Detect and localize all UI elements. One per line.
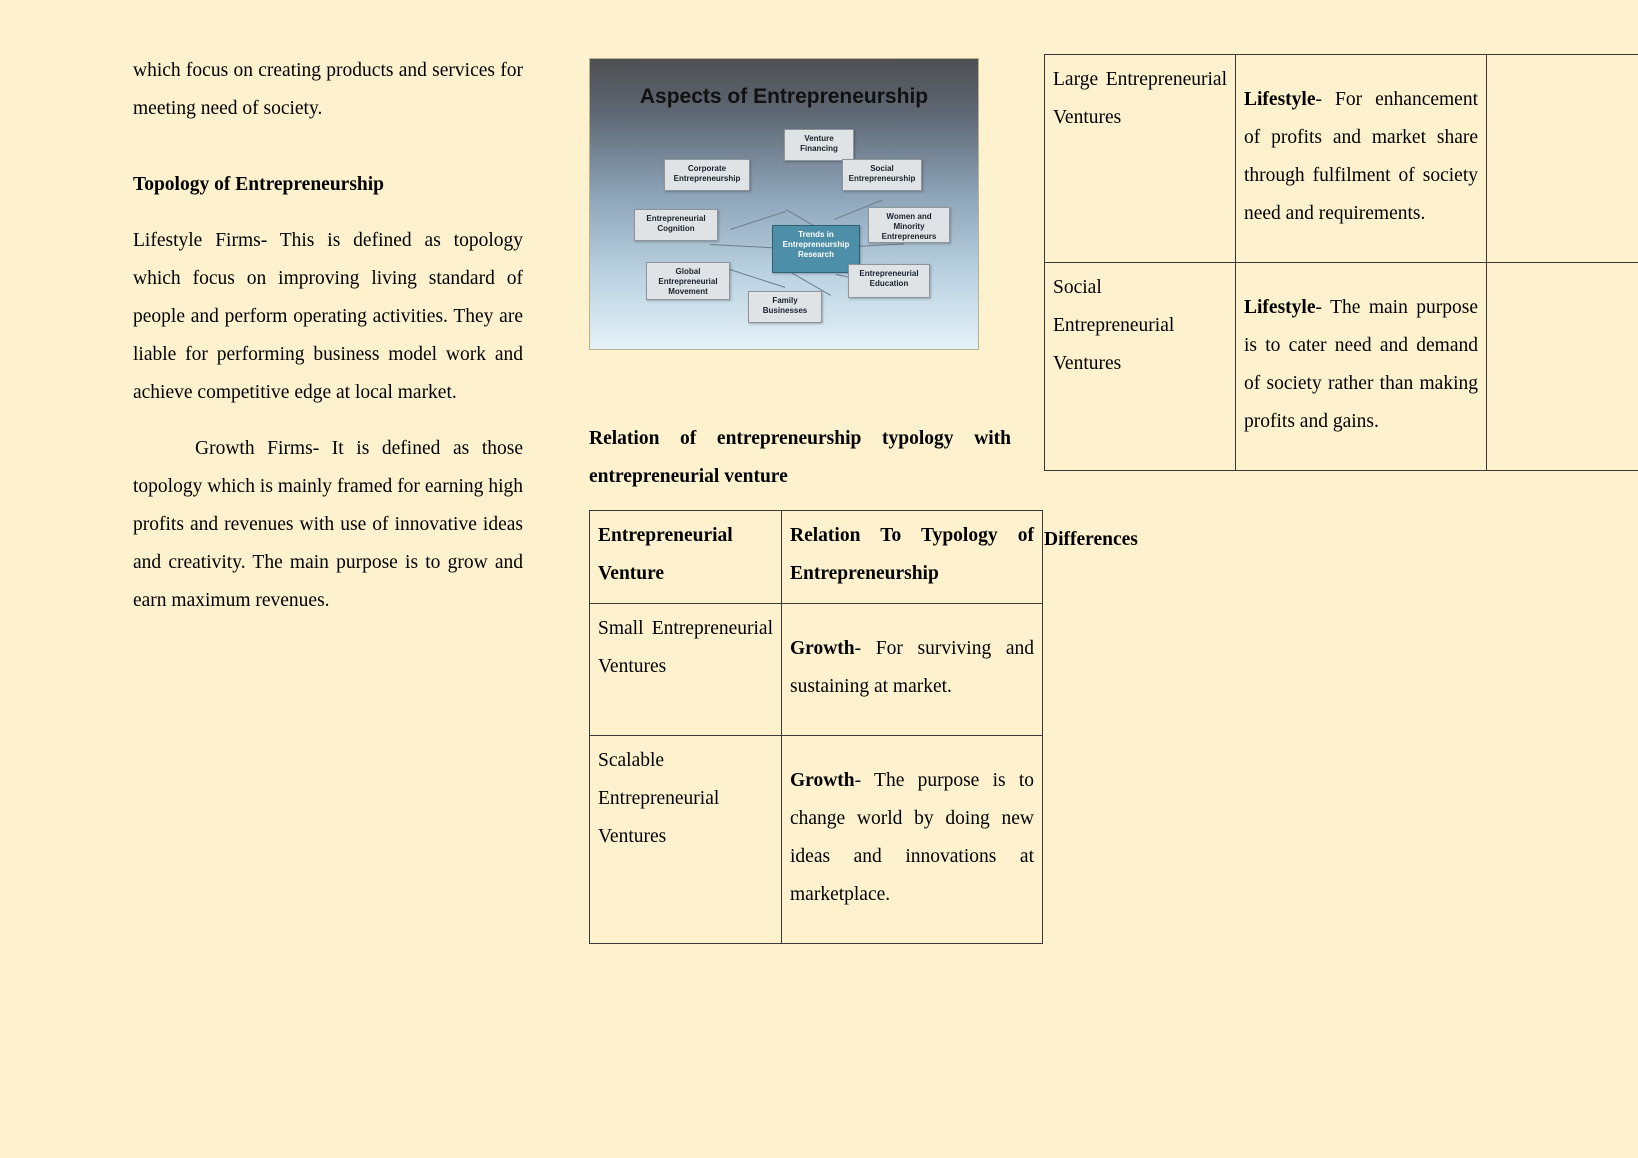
right-column <box>1044 54 1604 579</box>
cell-venture-scalable: Scalable Entrepreneurial Ventures <box>590 736 782 944</box>
table-row-header <box>590 511 1043 604</box>
cell-venture-social: Social Entrepreneurial Ventures <box>1045 263 1236 471</box>
heading-relation-typology: Relation of entrepreneurship typology with entrepreneurial venture <box>589 428 1011 487</box>
heading-topology: Topology of Entrepreneurship <box>133 174 385 195</box>
cell-relation-social: Lifestyle- The main purpose is to cater need and demand of society rather than making profits and gains. <box>1236 263 1487 471</box>
figure-aspects-of-entrepreneurship <box>589 58 979 350</box>
cell-extra-large <box>1487 55 1638 263</box>
cell-extra-social <box>1487 263 1638 471</box>
table-row <box>590 604 1043 736</box>
cell-venture-small: Small Entrepreneurial Ventures <box>590 604 782 736</box>
table-row <box>1045 263 1638 471</box>
paragraph-growth-firms: Growth Firms- It is defined as those topology which is mainly framed for earning high profits and revenues with use of innovative ideas and creativity. The main purpose is to grow and earn maximum revenues. <box>133 438 523 611</box>
middle-column <box>589 58 1034 944</box>
node-entrepreneurial-cognition: Entrepreneurial Cognition <box>634 209 718 241</box>
connector-line <box>710 244 780 249</box>
cell-relation-scalable: Growth- The purpose is to change world by doing new ideas and innovations at marketplace. <box>782 736 1043 944</box>
node-global-entrepreneurial-movement: Global Entrepreneurial Movement <box>646 262 730 300</box>
cell-relation-small: Growth- For surviving and sustaining at market. <box>782 604 1043 736</box>
left-column <box>133 52 523 620</box>
table-row <box>1045 55 1638 263</box>
node-trends-in-entrepreneurship-research: Trends in Entrepreneurship Research <box>772 225 860 273</box>
node-social-entrepreneurship: Social Entrepreneurship <box>842 159 922 191</box>
cell-relation-large: Lifestyle- For enhancement of profits and market share through fulfilment of society need and requirements. <box>1236 55 1487 263</box>
figure-title: Aspects of Entrepreneurship <box>639 85 929 108</box>
paragraph-top: which focus on creating products and services for meeting need of society. <box>133 60 523 119</box>
column-header-relation-to-typology: Relation To Typology of Entrepreneurship <box>782 511 1043 604</box>
table-row <box>590 736 1043 944</box>
node-entrepreneurial-education: Entrepreneurial Education <box>848 264 930 298</box>
cell-venture-large: Large Entrepreneurial Ventures <box>1045 55 1236 263</box>
spacer <box>589 350 1011 420</box>
spacer <box>133 128 523 166</box>
column-header-entrepreneurial-venture: Entrepreneurial Venture <box>590 511 782 604</box>
node-family-businesses: Family Businesses <box>748 291 822 323</box>
node-women-and-minority-entrepreneurs: Women and Minority Entrepreneurs <box>868 207 950 243</box>
heading-differences: Differences <box>1044 529 1138 550</box>
table-typology-relation <box>589 510 1043 944</box>
spacer <box>133 204 523 222</box>
spacer <box>133 412 523 430</box>
node-corporate-entrepreneurship: Corporate Entrepreneurship <box>664 159 750 191</box>
table-ventures-continued <box>1044 54 1638 471</box>
paragraph-lifestyle-firms: Lifestyle Firms- This is defined as topology which focus on improving living standard of people and perform operating activities. They are liable for performing business model work and achieve competitive edge at local market. <box>133 230 523 403</box>
node-venture-financing: Venture Financing <box>784 129 854 161</box>
